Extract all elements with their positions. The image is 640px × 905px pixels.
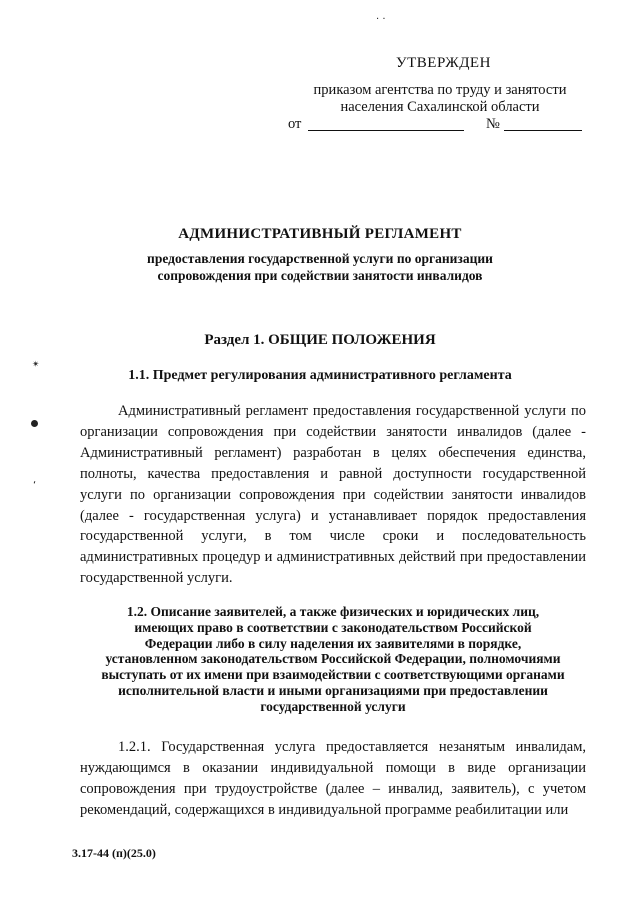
subsection-heading-line: имеющих право в соответствии с законодательством Российской — [134, 619, 532, 635]
document-subtitle-line: сопровождения при содействии занятости инвалидов — [157, 268, 483, 283]
paragraph-text: Административный регламент предоставления государственной услуги по организации сопровождения при содействии занятости инвалидов (далее - Административный регламент) разработан в целях обеспечения единства, полноты, качества предоставления и равной доступности государственной услуги по организации сопровождения при содействии занятости инвалидов (далее - государственная услуга) и устанавливает порядок предоставления государственной услуги, в том числе сроки и последовательность административных процедур и административных действий при предоставлении государственной услуги. — [80, 403, 586, 587]
scan-mark-icon: ‘ — [33, 480, 37, 491]
subsection-heading-1-1: 1.1. Предмет регулирования административного регламента — [128, 368, 512, 383]
subsection-heading-1-2 — [78, 604, 588, 715]
number-blank-line — [504, 130, 582, 131]
paragraph-text: 1.2.1. Государственная услуга предоставляется незанятым инвалидам, нуждающимся в оказании индивидуальной помощи в виде организации сопровождения при трудоустройстве (далее – инвалид, заявитель), с учетом рекомендаций, содержащихся в индивидуальной программе реабилитации или — [80, 739, 586, 818]
footer-document-code: 3.17-44 (п)(25.0) — [72, 846, 156, 860]
subsection-heading-line: установленном законодательством Российской Федерации, полномочиями — [105, 651, 561, 667]
hole-punch-dot-icon — [31, 420, 38, 427]
date-blank-line — [308, 130, 464, 131]
paragraph-1-2-1 — [80, 737, 586, 821]
scan-mark-icon: ✴ — [32, 360, 40, 370]
paragraph-1-1 — [80, 401, 586, 589]
section-heading: Раздел 1. ОБЩИЕ ПОЛОЖЕНИЯ — [204, 332, 436, 348]
approval-stamp-title: УТВЕРЖДЕН — [396, 55, 491, 71]
scan-speck-icon: · · — [376, 14, 386, 25]
subsection-heading-line: 1.2. Описание заявителей, а также физических и юридических лиц, — [126, 604, 540, 619]
subsection-heading-line: государственной услуги — [260, 698, 406, 714]
approval-order-line: населения Сахалинской области — [340, 99, 540, 115]
date-label: от — [288, 116, 302, 132]
document-subtitle — [120, 250, 520, 284]
approval-order-line: приказом агентства по труду и занятости — [313, 82, 567, 98]
document-subtitle-line: предоставления государственной услуги по организации — [147, 251, 493, 266]
subsection-heading-line: Федерации либо в силу наделения их заявителями в порядке, — [144, 635, 522, 651]
subsection-heading-line: выступать от их имени при взаимодействии с соответствующими органами — [101, 667, 565, 683]
approval-order-text — [300, 82, 580, 116]
number-label: № — [486, 116, 500, 132]
subsection-heading-line: исполнительной власти и иными организациями при предоставлении — [118, 682, 548, 698]
document-title: АДМИНИСТРАТИВНЫЙ РЕГЛАМЕНТ — [178, 226, 462, 242]
